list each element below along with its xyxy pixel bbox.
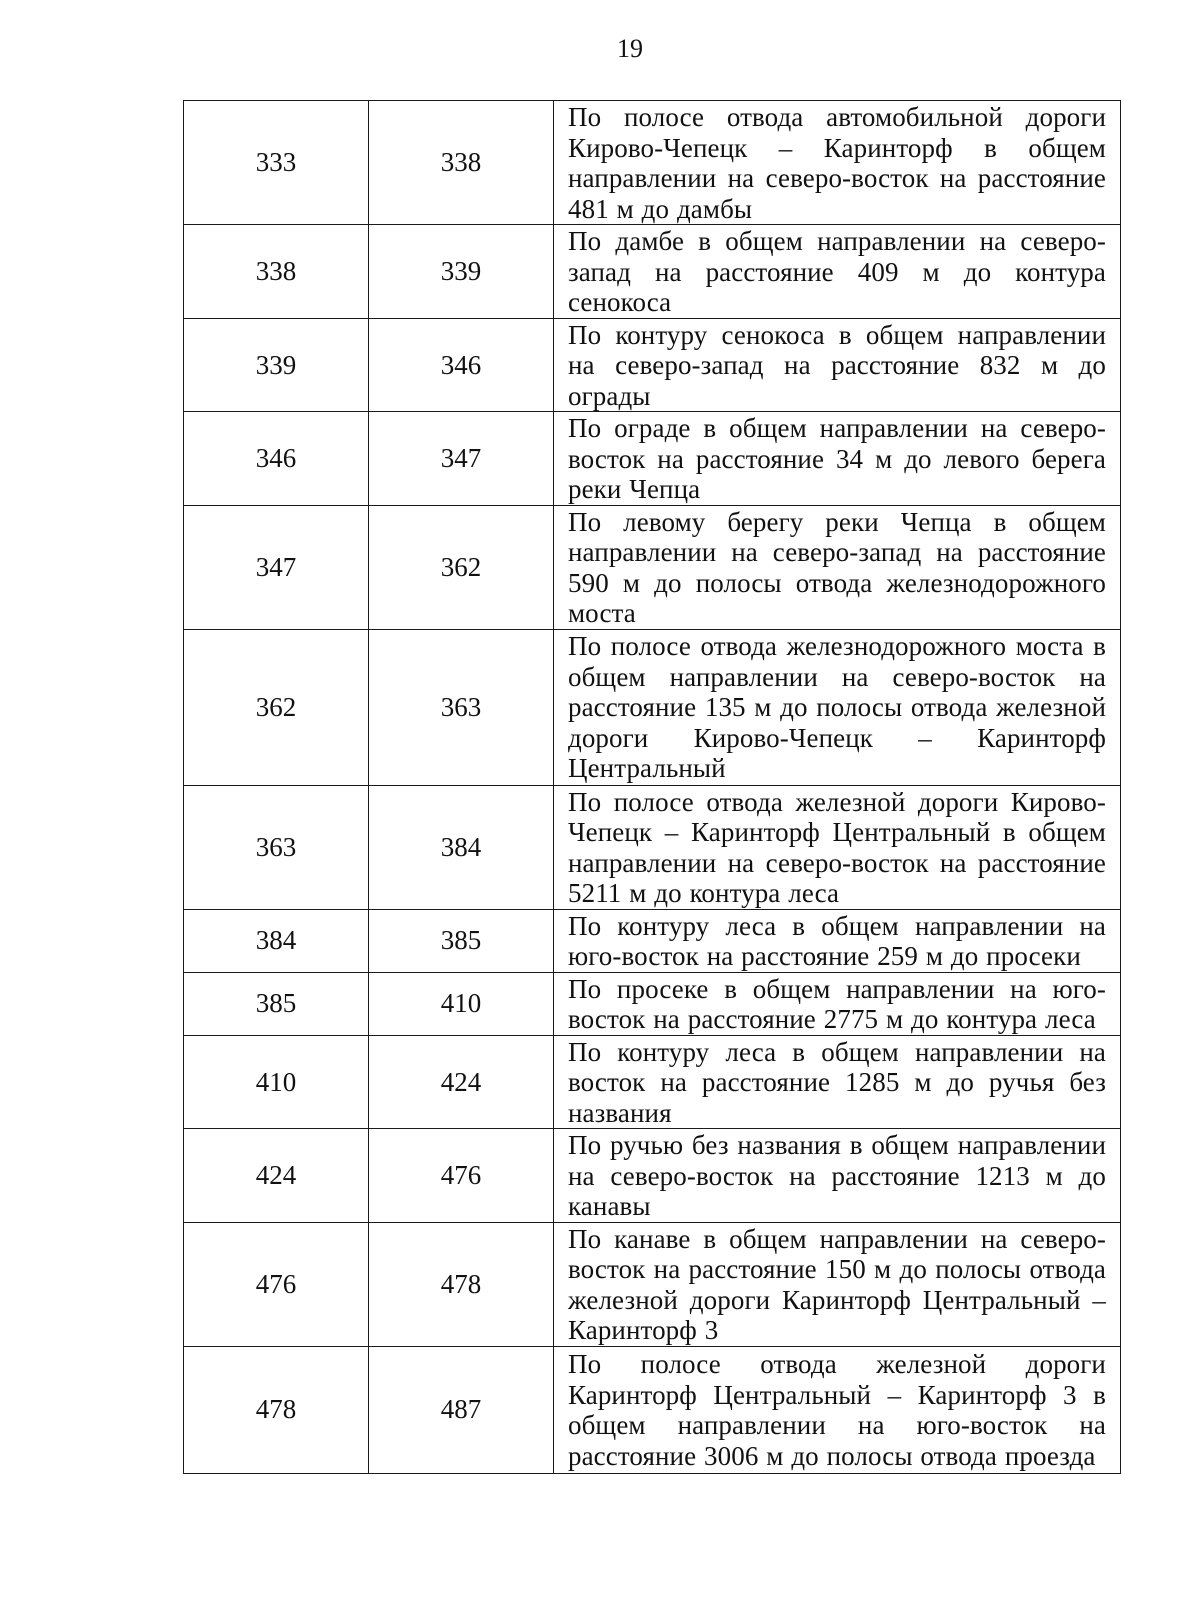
to-point: 347 — [369, 412, 554, 506]
route-description: По дамбе в общем направлении на северо-запад на расстояние 409 м до контура сенокоса — [554, 225, 1121, 319]
to-point: 338 — [369, 101, 554, 225]
to-point: 346 — [369, 318, 554, 412]
from-point: 385 — [184, 972, 369, 1035]
from-point: 347 — [184, 505, 369, 629]
from-point: 333 — [184, 101, 369, 225]
to-point: 339 — [369, 225, 554, 319]
route-description: По контуру леса в общем направлении на юго-восток на расстояние 259 м до просеки — [554, 909, 1121, 972]
to-point: 363 — [369, 629, 554, 785]
to-point: 410 — [369, 972, 554, 1035]
to-point: 476 — [369, 1129, 554, 1223]
table-row — [184, 505, 1121, 629]
table-row — [184, 101, 1121, 225]
route-description: По полосе отвода железнодорожного моста в общем направлении на северо-восток на расстояние 135 м до полосы отвода железной дороги Кирово-Чепецк – Каринторф Центральный — [554, 629, 1121, 785]
table-row — [184, 785, 1121, 909]
table-row — [184, 225, 1121, 319]
to-point: 478 — [369, 1222, 554, 1346]
route-description: По полосе отвода железной дороги Каринторф Центральный – Каринторф 3 в общем направлении на юго-восток на расстояние 3006 м до полосы отвода проезда — [554, 1346, 1121, 1473]
from-point: 424 — [184, 1129, 369, 1223]
route-description: По левому берегу реки Чепца в общем направлении на северо-запад на расстояние 590 м до полосы отвода железнодорожного моста — [554, 505, 1121, 629]
route-description: По полосе отвода железной дороги Кирово-Чепецк – Каринторф Центральный в общем направлении на северо-восток на расстояние 5211 м до контура леса — [554, 785, 1121, 909]
route-description: По ручью без названия в общем направлении на северо-восток на расстояние 1213 м до канавы — [554, 1129, 1121, 1223]
from-point: 384 — [184, 909, 369, 972]
to-point: 385 — [369, 909, 554, 972]
route-description: По просеке в общем направлении на юго-восток на расстояние 2775 м до контура леса — [554, 972, 1121, 1035]
from-point: 346 — [184, 412, 369, 506]
from-point: 338 — [184, 225, 369, 319]
to-point: 384 — [369, 785, 554, 909]
to-point: 424 — [369, 1035, 554, 1129]
from-point: 410 — [184, 1035, 369, 1129]
from-point: 476 — [184, 1222, 369, 1346]
to-point: 487 — [369, 1346, 554, 1473]
table-row — [184, 629, 1121, 785]
table-row — [184, 1129, 1121, 1223]
table-row — [184, 972, 1121, 1035]
from-point: 478 — [184, 1346, 369, 1473]
table-row — [184, 1035, 1121, 1129]
table-row — [184, 1222, 1121, 1346]
route-description: По контуру сенокоса в общем направлении на северо-запад на расстояние 832 м до ограды — [554, 318, 1121, 412]
boundary-table — [183, 100, 1121, 1474]
table-row — [184, 909, 1121, 972]
from-point: 339 — [184, 318, 369, 412]
to-point: 362 — [369, 505, 554, 629]
route-description: По ограде в общем направлении на северо-восток на расстояние 34 м до левого берега реки Чепца — [554, 412, 1121, 506]
table-row — [184, 1346, 1121, 1473]
route-description: По полосе отвода автомобильной дороги Кирово-Чепецк – Каринторф в общем направлении на северо-восток на расстояние 481 м до дамбы — [554, 101, 1121, 225]
route-description: По контуру леса в общем направлении на восток на расстояние 1285 м до ручья без названия — [554, 1035, 1121, 1129]
table-row — [184, 318, 1121, 412]
page-number: 19 — [617, 34, 643, 63]
from-point: 362 — [184, 629, 369, 785]
table-row — [184, 412, 1121, 506]
from-point: 363 — [184, 785, 369, 909]
route-description: По канаве в общем направлении на северо-восток на расстояние 150 м до полосы отвода железной дороги Каринторф Центральный – Каринторф 3 — [554, 1222, 1121, 1346]
